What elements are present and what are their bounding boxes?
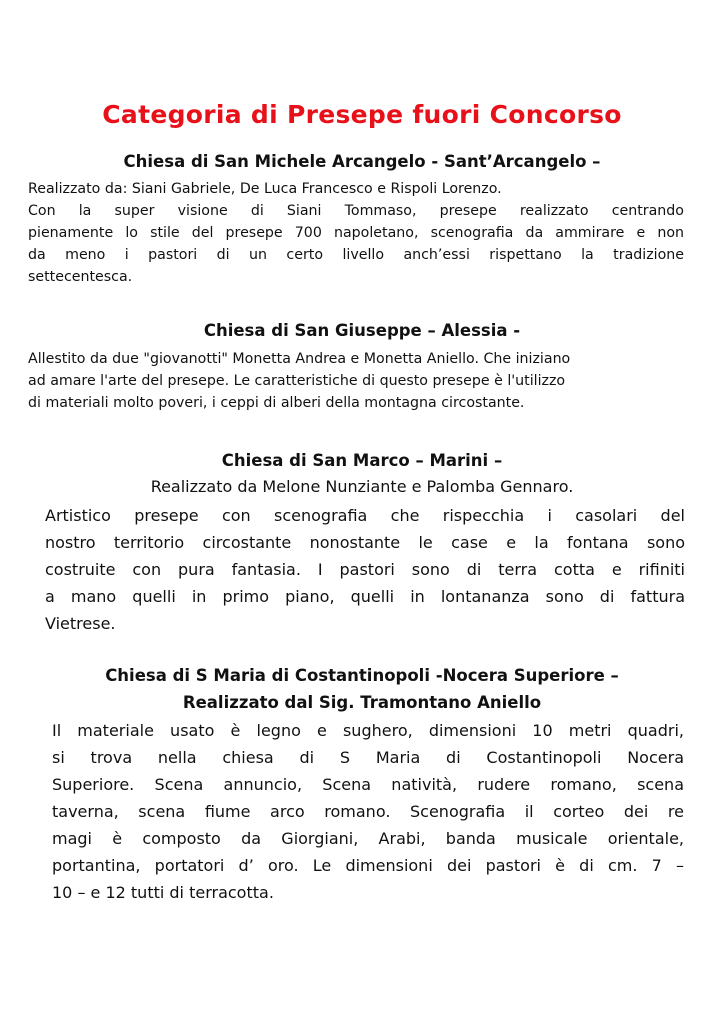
body-line: Vietrese.: [45, 614, 116, 633]
body-line: costruite con pura fantasia. I pastori sono di terra cotta e rifiniti: [45, 560, 685, 579]
section-heading: Chiesa di San Michele Arcangelo - Sant’Arcangelo –: [123, 152, 601, 171]
section-heading: Chiesa di San Giuseppe – Alessia -: [203, 321, 521, 340]
body-line: nostro territorio circostante nonostante le case e la fontana sono: [45, 533, 685, 552]
body-line: Artistico presepe con scenografia che rispecchia i casolari del: [45, 506, 685, 525]
body-line: 10 – e 12 tutti di terracotta.: [52, 883, 274, 902]
body-line: di materiali molto poveri, i ceppi di alberi della montagna circostante.: [28, 395, 525, 411]
body-line: taverna, scena fiume arco romano. Scenografia il corteo dei re: [52, 802, 684, 821]
body-line: settecentesca.: [28, 269, 133, 285]
section-heading: Chiesa di San Marco – Marini –: [221, 451, 503, 470]
body-line: portantina, portatori d’ oro. Le dimensioni dei pastori è di cm. 7 –: [52, 856, 684, 875]
body-line: magi è composto da Giorgiani, Arabi, banda musicale orientale,: [52, 829, 684, 848]
page-title: Categoria di Presepe fuori Concorso: [102, 100, 622, 129]
section-body: [28, 348, 684, 414]
section-body: [52, 717, 684, 906]
body-line: Superiore. Scena annuncio, Scena natività, rudere romano, scena: [52, 775, 684, 794]
body-line: da meno i pastori di un certo livello anch’essi rispettano la tradizione: [28, 247, 684, 263]
body-line: Realizzato da: Siani Gabriele, De Luca Francesco e Rispoli Lorenzo.: [28, 181, 502, 197]
section-subheading: Realizzato da Melone Nunziante e Palomba Gennaro.: [150, 477, 574, 496]
section-subheading: Realizzato dal Sig. Tramontano Aniello: [182, 693, 542, 712]
section-heading: Chiesa di S Maria di Costantinopoli -Nocera Superiore –: [105, 666, 619, 685]
section-body: [28, 178, 684, 288]
body-line: ad amare l'arte del presepe. Le caratteristiche di questo presepe è l'utilizzo: [28, 373, 566, 389]
body-line: pienamente lo stile del presepe 700 napoletano, scenografia da ammirare e non: [28, 225, 684, 241]
body-line: Il materiale usato è legno e sughero, dimensioni 10 metri quadri,: [52, 721, 684, 740]
section-body: [45, 502, 685, 637]
body-line: Allestito da due "giovanotti" Monetta Andrea e Monetta Aniello. Che iniziano: [28, 351, 571, 367]
body-line: si trova nella chiesa di S Maria di Costantinopoli Nocera: [52, 748, 684, 767]
body-line: Con la super visione di Siani Tommaso, presepe realizzato centrando: [28, 203, 684, 219]
body-line: a mano quelli in primo piano, quelli in lontananza sono di fattura: [45, 587, 685, 606]
